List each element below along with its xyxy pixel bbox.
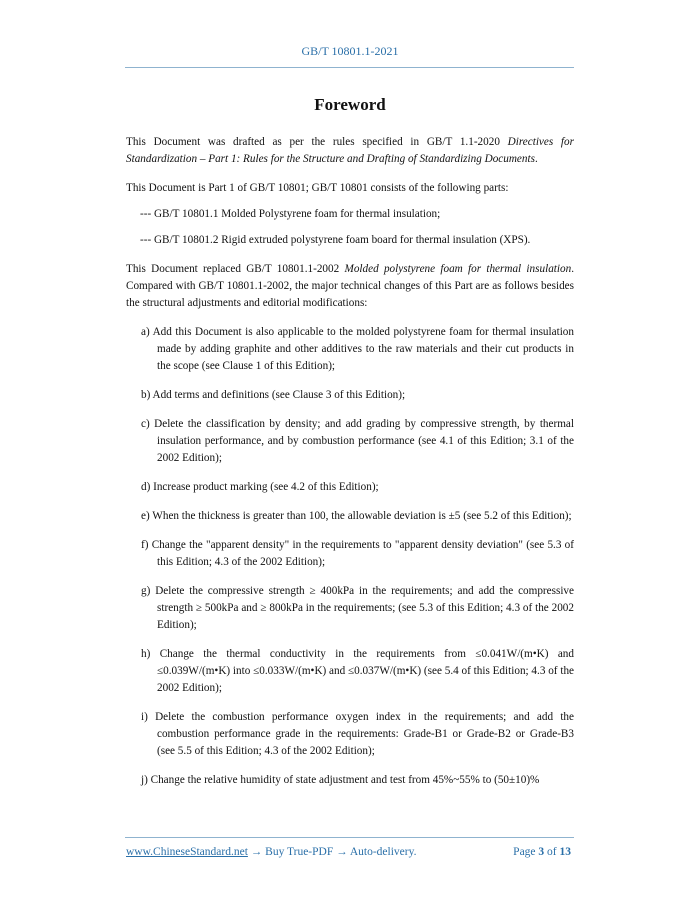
replaced-standard-title: Molded polystyrene foam for thermal insulation (344, 263, 572, 275)
change-item-f: f) Change the "apparent density" in the requirements to "apparent density deviation" (see 5.3 of this Edition; 4.3 of the 2002 Edition); (141, 539, 574, 568)
paragraph-end: . (534, 153, 538, 165)
footer-divider (125, 837, 574, 838)
change-item-e: e) When the thickness is greater than 100, the allowable deviation is ±5 (see 5.2 of this Edition); (141, 510, 572, 522)
page-title: Foreword (314, 95, 386, 114)
change-item-g: g) Delete the compressive strength ≥ 400kPa in the requirements; and add the compressive strength ≥ 500kPa and ≥ 800kPa in the requirements; (see 5.3 of this Edition; 4.3 of the 2002 Edition); (141, 585, 574, 631)
paragraph-parts-intro: This Document is Part 1 of GB/T 10801; GB/T 10801 consists of the following parts: (126, 182, 509, 194)
change-item-h: h) Change the thermal conductivity in the requirements from ≤0.041W/(m•K) and ≤0.039W/(m•K) into ≤0.033W/(m•K) and ≤0.037W/(m•K) (see 5.4 of this Edition; 4.3 of the 2002 Edition); (141, 648, 575, 694)
paragraph-text: . Compared with GB/T 10801.1-2002, the major technical changes of this Part are as follows besides the structural adjustments and editorial modifications: (126, 263, 574, 309)
technical-changes-list (126, 324, 574, 789)
page-indicator (513, 846, 571, 858)
total-pages: 13 (559, 846, 571, 858)
change-item-j: j) Change the relative humidity of state adjustment and test from 45%~55% to (50±10)% (141, 774, 540, 786)
paragraph-replacement (126, 261, 574, 312)
change-item-b: b) Add terms and definitions (see Clause 3 of this Edition); (141, 389, 406, 401)
change-item-c: c) Delete the classification by density; and add grading by compressive strength, by thermal insulation performance, and by combustion performance (see 4.1 of this Edition; 3.1 of the 2002 Edition); (141, 418, 574, 464)
part-item: --- GB/T 10801.1 Molded Polystyrene foam for thermal insulation; (140, 208, 441, 220)
change-item-a: a) Add this Document is also applicable to the molded polystyrene foam for thermal insulation made by adding graphite and other additives to the raw materials and their cut products in the scope (see Clause 1 of this Edition); (141, 326, 574, 372)
header-divider (125, 67, 574, 68)
of-label: of (547, 846, 557, 858)
change-item-d: d) Increase product marking (see 4.2 of this Edition); (141, 481, 379, 493)
paragraph-text: This Document was drafted as per the rules specified in GB/T 1.1-2020 (126, 136, 508, 148)
website-link[interactable]: www.ChineseStandard.net (126, 846, 248, 858)
foreword-body (126, 134, 574, 801)
part-item: --- GB/T 10801.2 Rigid extruded polystyrene foam board for thermal insulation (XPS). (140, 234, 531, 246)
cited-standard-title: Directives for Standardization – Part 1: Rules for the Structure and Drafting of Standardizing Documents (126, 136, 574, 165)
page-footer (126, 846, 574, 858)
page-header-doc-id: GB/T 10801.1-2021 (301, 44, 399, 58)
promo-text: → Buy True-PDF → Auto-delivery. (247, 846, 417, 858)
current-page: 3 (538, 846, 545, 858)
change-item-i: i) Delete the combustion performance oxygen index in the requirements; and add the combustion performance grade in the requirements: Grade-B1 or Grade-B2 or Grade-B3 (see 5.5 of this Edition; 4.3 of the 2002 Edition); (141, 711, 574, 757)
page-label: Page (513, 846, 536, 858)
paragraph-text: This Document replaced GB/T 10801.1-2002 (126, 263, 345, 275)
paragraph-drafting-rules (126, 134, 574, 168)
